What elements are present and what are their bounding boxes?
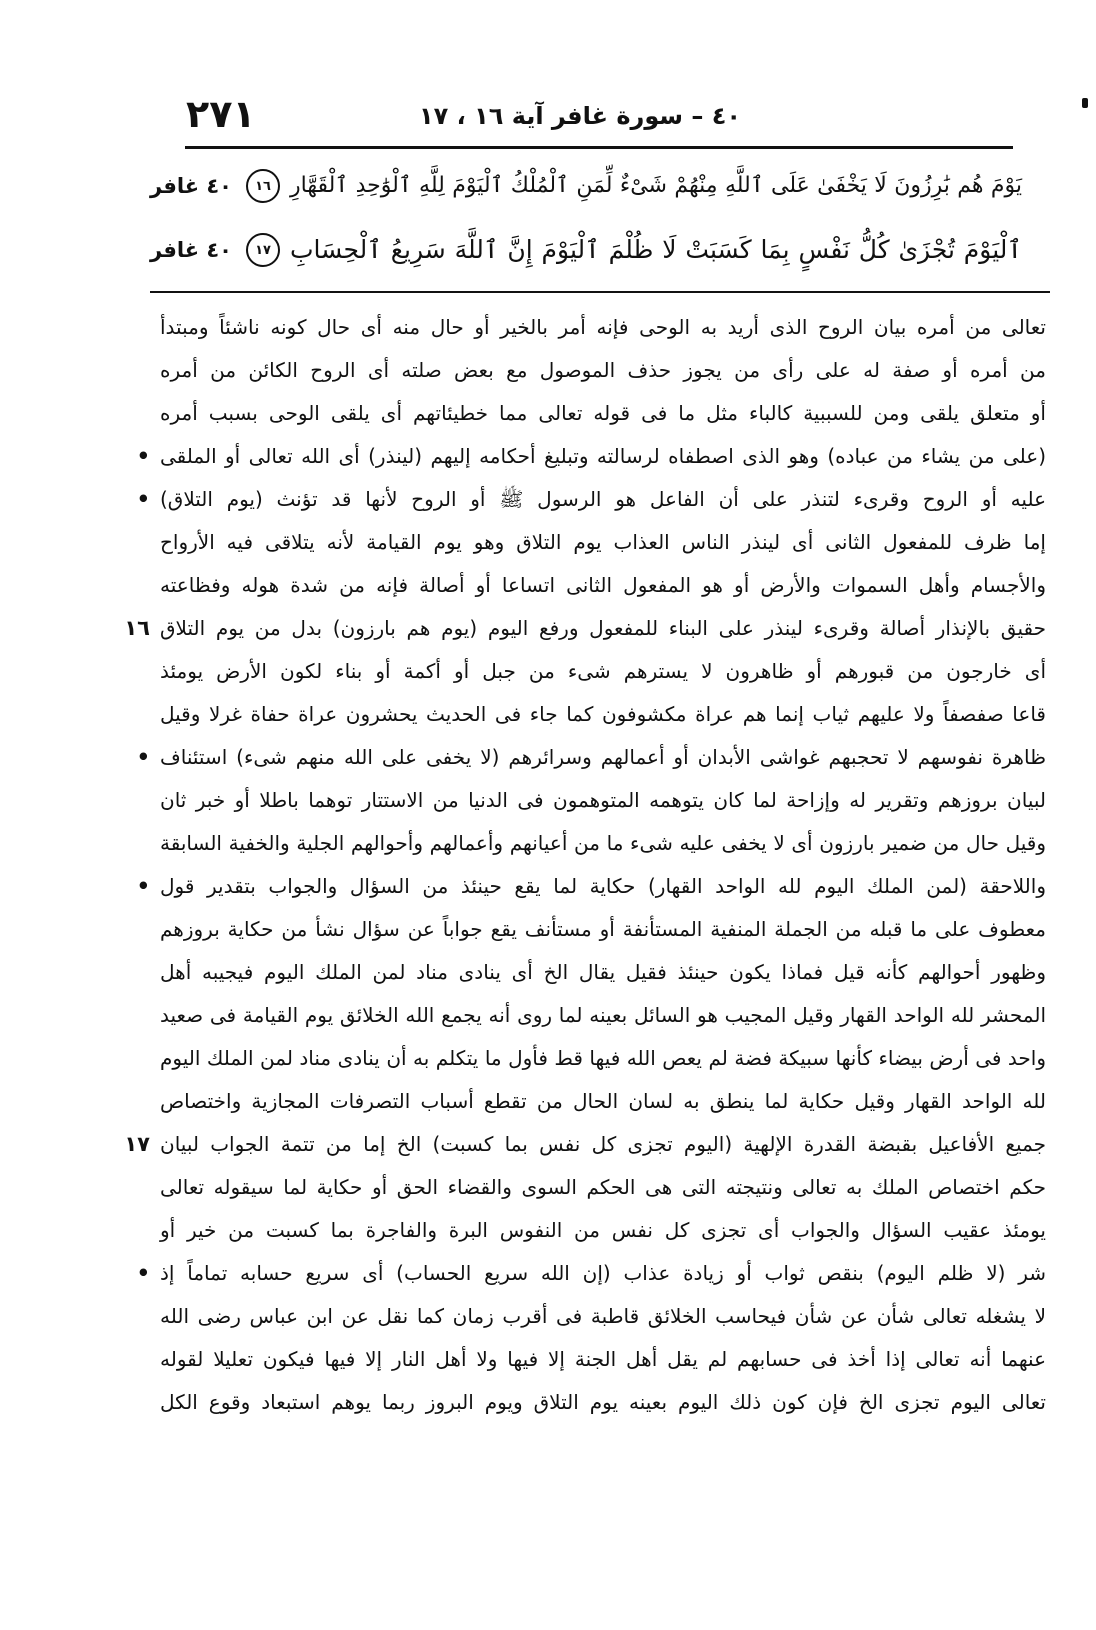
line-text: عنهما أنه تعالى إذا أخذ فى حسابهم لم يقل أهل الجنة إلا فيها ولا أهل النار إلا فيها فيكون تعليلا لقوله <box>160 1347 1046 1371</box>
commentary-line <box>136 1252 1046 1295</box>
verse-text: ٱلْيَوْمَ تُجْزَىٰ كُلُّ نَفْسٍ بِمَا كَسَبَتْ لَا ظُلْمَ ٱلْيَوْمَ إِنَّ ٱللَّهَ سَرِيعُ ٱلْحِسَابِ <box>290 235 1022 264</box>
commentary-line <box>160 1166 1046 1209</box>
verse-row <box>150 158 1022 214</box>
line-text: لله الواحد القهار وقيل حكاية لما ينطق به لسان الحال من تقطع أسباب التصرفات المجازية واختصاص <box>160 1089 1046 1113</box>
commentary-line <box>160 1209 1046 1252</box>
line-text: جميع الأفاعيل بقبضة القدرة الإلهية (اليوم تجزى كل نفس بما كسبت) الخ إما من تتمة الجواب لبيان <box>160 1132 1046 1156</box>
line-text: تعالى اليوم تجزى الخ فإن كون ذلك اليوم بعينه يوم التلاق ويوم البروز ربما يوهم استبعاد وقوع الكل <box>160 1390 1046 1414</box>
line-text: قاعا صفصفاً ولا عليهم ثياب إنما هم عراة مكشوفون كما جاء فى الحديث يحشرون عراة حفاة غرلا وقيل <box>160 702 1046 726</box>
commentary-line <box>160 908 1046 951</box>
margin-bullet: • <box>136 874 150 898</box>
divider-rule <box>150 291 1050 293</box>
commentary-line <box>160 951 1046 994</box>
commentary-line <box>136 435 1046 478</box>
line-text: حقيق بالإنذار أصالة وقرىء لينذر على البناء للمفعول ورفع اليوم (يوم هم بارزون) بدل من يوم التلاق <box>160 616 1046 640</box>
commentary-line <box>160 822 1046 865</box>
line-text: من أمره أو صفة له على رأى من يجوز حذف الموصول مع بعض صلته أى الروح الكائن من أمره <box>160 358 1046 382</box>
page-number: ٢٧١ <box>186 92 256 136</box>
line-text: حكم اختصاص الملك به تعالى ونتيجته التى هى الحكم السوى والقضاء الحق أو حكاية لما سيقوله تعالى <box>160 1175 1046 1199</box>
commentary-line <box>160 779 1046 822</box>
commentary-text <box>124 306 1046 1424</box>
margin-bullet: • <box>136 1261 150 1285</box>
margin-verse-number: ١٧ <box>124 1132 150 1156</box>
line-text: واللاحقة (لمن الملك اليوم لله الواحد القهار) حكاية لما يقع حينئذ من السؤال والجواب بتقدير قول <box>160 874 1046 898</box>
margin-bullet: • <box>136 487 150 511</box>
line-text: وظهور أحوالهم كأنه قيل فماذا يكون حينئذ فقيل يقال الخ أى ينادى مناد لمن الملك اليوم فيجيبه أهل <box>160 960 1046 984</box>
line-text: تعالى من أمره بيان الروح الذى أريد به الوحى فإنه أمر بالخير أو حال منه أى حال كونه ناشئاً ومبتدأ <box>160 315 1046 339</box>
verse-text: يَوْمَ هُم بَٰرِزُونَ لَا يَخْفَىٰ عَلَى ٱللَّهِ مِنْهُمْ شَىْءٌ لِّمَنِ ٱلْمُلْكُ ٱلْيَوْمَ لِلَّهِ ٱلْوَٰحِدِ ٱلْقَهَّارِ <box>290 173 1022 198</box>
commentary-line <box>160 693 1046 736</box>
surah-reference: ٤٠ غافر <box>150 174 232 198</box>
scan-edge-mark <box>1082 98 1088 108</box>
header-rule <box>185 146 1013 149</box>
commentary-line <box>160 994 1046 1037</box>
commentary-line <box>160 349 1046 392</box>
line-text: معطوف على ما قبله من الجملة المنفية المستأنفة أو مستأنف يقع جواباً عن سؤال نشأ من حكاية بروزهم <box>160 917 1046 941</box>
commentary-line <box>160 1080 1046 1123</box>
commentary-line <box>136 865 1046 908</box>
margin-verse-number: ١٦ <box>124 616 150 640</box>
line-text: إما ظرف للمفعول الثانى أى لينذر الناس العذاب يوم التلاق وهو يوم القيامة لأنه يتلاقى فيه الأرواح <box>160 530 1046 554</box>
commentary-line <box>160 564 1046 607</box>
commentary-line <box>160 1338 1046 1381</box>
ayah-number-mark: ١٧ <box>246 233 280 267</box>
line-text: أو متعلق يلقى ومن للسببية كالباء مثل ما فى قوله تعالى مما خطيئاتهم أى يلقى الوحى بسبب أمره <box>160 401 1046 425</box>
commentary-line <box>160 1381 1046 1424</box>
line-text: المحشر لله الواحد القهار وقيل المجيب هو السائل بعينه لما روى أنه يجمع الله الخلائق يوم القيامة فى صعيد <box>160 1003 1046 1027</box>
line-text: شر (لا ظلم اليوم) بنقص ثواب أو زيادة عذاب (إن الله سريع الحساب) أى سريع حسابه تماماً إذ <box>160 1261 1046 1285</box>
running-title: ٤٠ – سورة غافر آية ١٦ ، ١٧ <box>419 102 741 130</box>
commentary-line <box>160 306 1046 349</box>
line-text: واحد فى أرض بيضاء كأنها سبيكة فضة لم يعص الله فيها قط فأول ما يتكلم به أن ينادى مناد لمن الملك اليوم <box>160 1046 1046 1070</box>
commentary-line <box>160 650 1046 693</box>
line-text: وقيل حال من ضمير بارزون أى لا يخفى عليه شىء ما من أعيانهم وأعمالهم وأحوالهم الجلية والخفية السابقة <box>160 831 1046 855</box>
commentary-line <box>136 736 1046 779</box>
line-text: ظاهرة نفوسهم لا تحجبهم غواشى الأبدان أو أعمالهم وسرائرهم (لا يخفى على الله منهم شىء) استئناف <box>160 745 1046 769</box>
line-text: عليه أو الروح وقرىء لتنذر على أن الفاعل هو الرسول ﷺ أو الروح لأنها قد تؤنث (يوم التلاق) <box>160 487 1046 511</box>
surah-reference: ٤٠ غافر <box>150 238 232 262</box>
line-text: لبيان بروزهم وتقرير له وإزاحة لما كان يتوهمه المتوهمون فى الدنيا من الاستتار توهما باطلا أو خبر ثان <box>160 788 1046 812</box>
line-text: أى خارجون من قبورهم أو ظاهرون لا يسترهم شىء من جبل أو أكمة أو بناء لكون الأرض يومئذ <box>160 659 1046 683</box>
margin-bullet: • <box>136 745 150 769</box>
commentary-line <box>124 607 1046 650</box>
commentary-line <box>136 478 1046 521</box>
commentary-line <box>160 1295 1046 1338</box>
commentary-line <box>160 392 1046 435</box>
ayah-number-mark: ١٦ <box>246 169 280 203</box>
commentary-line <box>160 1037 1046 1080</box>
commentary-line <box>124 1123 1046 1166</box>
line-text: يومئذ عقيب السؤال والجواب أى تجزى كل نفس من النفوس البرة والفاجرة بما كسبت من خير أو <box>160 1218 1046 1242</box>
margin-bullet: • <box>136 444 150 468</box>
line-text: والأجسام وأهل السموات والأرض أو هو المفعول الثانى اتساعا أو أصالة فإنه من شدة هوله وفظاعته <box>160 573 1046 597</box>
verse-row <box>150 222 1022 278</box>
commentary-line <box>160 521 1046 564</box>
line-text: (على من يشاء من عباده) وهو الذى اصطفاه لرسالته وتبليغ أحكامه إليهم (لينذر) أى الله تعالى أو الملقى <box>160 444 1046 468</box>
line-text: لا يشغله تعالى شأن عن شأن فيحاسب الخلائق قاطبة فى أقرب زمان كما نقل عن ابن عباس رضى الله <box>160 1304 1046 1328</box>
